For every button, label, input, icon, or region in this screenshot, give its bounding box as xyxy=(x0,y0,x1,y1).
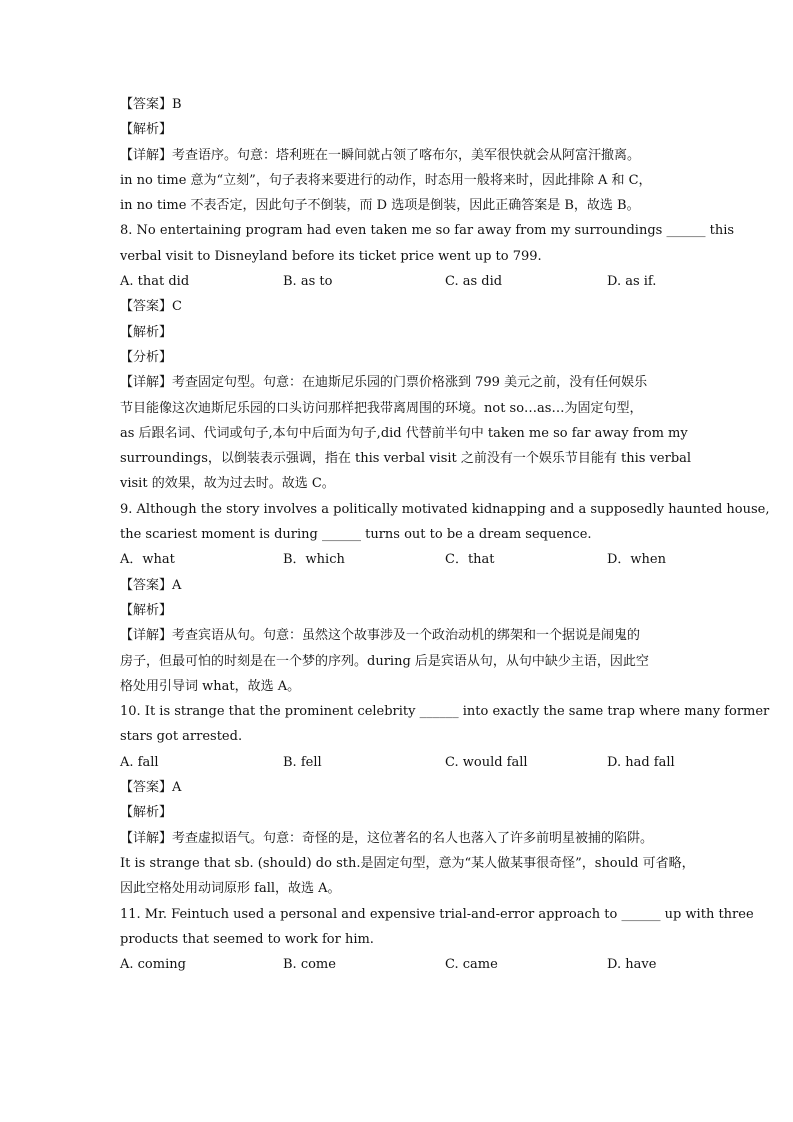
option-a: A. fall xyxy=(120,754,159,770)
text-line: 【答案】C xyxy=(120,299,182,315)
text-line: stars got arrested. xyxy=(120,729,243,745)
option-a: A．what xyxy=(120,552,175,568)
text-line: 【解析】 xyxy=(120,602,173,618)
answer-options xyxy=(120,954,680,976)
text-line: 节目能像这次迪斯尼乐园的口头访问那样把我带离周围的环境。not so…as…为固定句型， xyxy=(120,400,643,416)
text-line: verbal visit to Disneyland before its ticket price went up to 799. xyxy=(120,248,542,264)
text-line: It is strange that sb. (should) do sth.是固定句型，意为“某人做某事很奇怪”，should 可省略， xyxy=(120,855,695,871)
text-line: 【解析】 xyxy=(120,805,173,821)
option-c: C．that xyxy=(445,552,495,568)
text-line: surroundings，以倒装表示强调，指在 this verbal visit 之前没有一个娱乐节目能有 this verbal xyxy=(120,451,692,467)
text-line: 【答案】A xyxy=(120,780,182,796)
text-line: as 后跟名词、代词或句子,本句中后面为句子,did 代替前半句中 taken me so far away from my xyxy=(120,425,688,441)
option-b: B. fell xyxy=(283,754,322,770)
answer-options xyxy=(120,271,680,293)
text-line: 【详解】考查虚拟语气。句意：奇怪的是，这位著名的名人也落入了许多前明星被捕的陷阱。 xyxy=(120,830,654,846)
option-a: A. coming xyxy=(120,957,186,973)
text-line: 10. It is strange that the prominent celebrity ______ into exactly the same trap where many former xyxy=(120,704,770,720)
text-line: 【解析】 xyxy=(120,324,173,340)
text-line: in no time 不表否定，因此句子不倒装，而 D 选项是倒装，因此正确答案是 B，故选 B。 xyxy=(120,198,640,214)
option-b: B. as to xyxy=(283,274,333,290)
document-content xyxy=(120,94,770,979)
option-d: D. as if. xyxy=(607,274,657,290)
option-b: B．which xyxy=(283,552,345,568)
option-c: C. would fall xyxy=(445,754,528,770)
text-line: visit 的效果，故为过去时。故选 C。 xyxy=(120,476,335,492)
text-line: 【详解】考查宾语从句。句意：虽然这个故事涉及一个政治动机的绑架和一个据说是闹鬼的 xyxy=(120,628,641,644)
text-line: 【解析】 xyxy=(120,122,173,138)
text-line: 格处用引导词 what，故选 A。 xyxy=(120,678,301,694)
answer-options xyxy=(120,752,680,774)
text-line: in no time 意为“立刻”，句子表将来要进行的动作，时态用一般将来时，因此排除 A 和 C， xyxy=(120,172,652,188)
text-line: the scariest moment is during ______ turns out to be a dream sequence. xyxy=(120,527,592,543)
text-line: products that seemed to work for him. xyxy=(120,931,374,947)
option-d: D. had fall xyxy=(607,754,675,770)
text-line: 【答案】B xyxy=(120,97,182,112)
text-line: 【答案】A xyxy=(120,577,182,593)
text-line: 11. Mr. Feintuch used a personal and expensive trial-and-error approach to ______ up with three xyxy=(120,906,754,922)
option-b: B. come xyxy=(283,957,336,973)
text-line: 【详解】考查语序。句意：塔利班在一瞬间就占领了喀布尔，美军很快就会从阿富汗撤离。 xyxy=(120,147,641,163)
answer-options xyxy=(120,549,680,571)
text-line: 8. No entertaining program had even taken me so far away from my surroundings ______ this xyxy=(120,223,735,239)
option-d: D. have xyxy=(607,957,657,973)
option-c: C. came xyxy=(445,957,498,973)
text-line: 【分析】 xyxy=(120,349,173,365)
text-line: 因此空格处用动词原形 fall，故选 A。 xyxy=(120,881,341,897)
text-line: 9. Although the story involves a politically motivated kidnapping and a supposedly haunted house, xyxy=(120,501,770,517)
option-a: A. that did xyxy=(120,274,190,290)
option-c: C. as did xyxy=(445,274,503,290)
option-d: D．when xyxy=(607,552,666,568)
text-line: 房子，但最可怕的时刻是在一个梦的序列。during 后是宾语从句，从句中缺少主语，因此空 xyxy=(120,653,649,669)
text-line: 【详解】考查固定句型。句意：在迪斯尼乐园的门票价格涨到 799 美元之前，没有任何娱乐 xyxy=(120,375,648,391)
